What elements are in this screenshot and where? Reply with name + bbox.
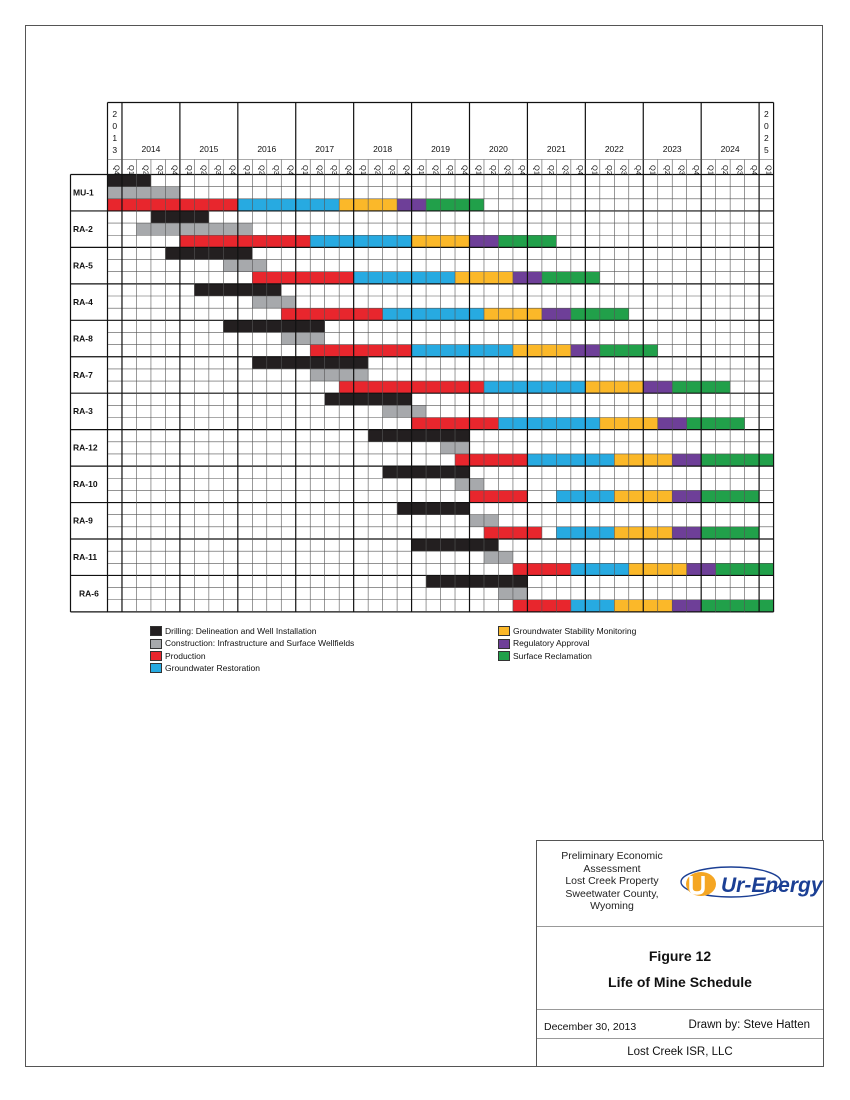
drawing-date: December 30, 2013 (544, 1021, 637, 1033)
quarter-label: Q2 (431, 164, 441, 176)
quarter-label: Q4 (518, 164, 528, 176)
unit-label: RA-4 (73, 296, 93, 307)
task-bar-production (180, 235, 310, 247)
task-bar-restoration (354, 272, 455, 284)
unit-label: RA-2 (73, 223, 93, 234)
quarter-label: Q3 (272, 164, 282, 176)
quarter-label: Q2 (315, 164, 325, 176)
legend-label: Production (165, 650, 206, 661)
legend-label: Groundwater Restoration (165, 663, 260, 674)
task-bar-construction (108, 187, 180, 199)
title-block-header (537, 841, 823, 927)
quarter-label: Q1 (358, 164, 368, 176)
task-bar-restoration (498, 418, 599, 430)
task-bar-construction (281, 332, 324, 344)
title-block (536, 840, 824, 1067)
quarter-label: Q1 (300, 164, 310, 176)
task-bar-restoration (484, 381, 585, 393)
quarter-label: Q2 (720, 164, 730, 176)
quarter-label: Q2 (547, 164, 557, 176)
drawn-by: Drawn by: Steve Hatten (688, 1019, 810, 1031)
unit-label: RA-5 (73, 260, 93, 271)
year-digit: 0 (763, 121, 769, 131)
task-bar-drilling (397, 503, 469, 515)
task-bar-restoration (310, 235, 411, 247)
quarter-label: Q1 (764, 164, 774, 176)
year-digit: 3 (112, 145, 118, 155)
quarter-label: Q3 (503, 164, 513, 176)
year-digit: 2 (763, 133, 769, 143)
legend-label: Regulatory Approval (513, 638, 590, 649)
figure-subtitle: Life of Mine Schedule (608, 974, 752, 990)
quarter-label: Q3 (561, 164, 571, 176)
quarter-label: Q4 (112, 164, 122, 176)
unit-label: RA-9 (73, 515, 93, 526)
unit-label: RA-11 (73, 552, 98, 562)
task-bar-drilling (223, 320, 324, 332)
quarter-label: Q4 (402, 164, 412, 176)
task-bar-production (108, 199, 238, 211)
quarter-label: Q2 (141, 164, 151, 176)
project-description (543, 850, 681, 913)
task-bar-drilling (426, 575, 527, 587)
task-bar-restoration (412, 345, 513, 357)
quarter-label: Q2 (257, 164, 267, 176)
year-label: 2019 (431, 144, 451, 154)
quarter-label: Q1 (416, 164, 426, 176)
quarter-label: Q4 (576, 164, 586, 176)
year-label: 2018 (373, 144, 393, 154)
quarter-label: Q4 (691, 164, 701, 176)
task-bar-reclamation (701, 454, 773, 466)
legend-label: Surface Reclamation (513, 650, 592, 661)
quarter-label: Q4 (228, 164, 238, 176)
quarter-label: Q4 (344, 164, 354, 176)
description-line: Lost Creek Property (565, 875, 659, 887)
legend-swatch (498, 651, 510, 661)
legend-item-stability (498, 625, 636, 637)
year-label: 2021 (546, 144, 566, 154)
company-name: Lost Creek ISR, LLC (627, 1046, 733, 1058)
unit-label: RA-6 (79, 588, 99, 599)
quarter-label: Q3 (156, 164, 166, 176)
task-bar-construction (223, 260, 266, 272)
task-bar-drilling (368, 430, 469, 442)
quarter-label: Q2 (373, 164, 383, 176)
year-label: 2016 (257, 144, 277, 154)
legend-item-production (150, 650, 354, 662)
quarter-label: Q1 (185, 164, 195, 176)
legend-swatch (150, 626, 162, 636)
legend-item-drilling (150, 625, 354, 637)
quarter-label: Q2 (605, 164, 615, 176)
year-digit: 2 (763, 109, 769, 119)
legend-right (498, 625, 636, 662)
quarter-label: Q2 (199, 164, 209, 176)
unit-label: RA-8 (73, 333, 93, 344)
quarter-label: Q3 (445, 164, 455, 176)
quarter-label: Q3 (735, 164, 745, 176)
year-digit: 2 (112, 109, 118, 119)
figure-title: Figure 12 (648, 948, 712, 964)
legend-item-regulatory (498, 637, 636, 649)
year-digit: 5 (763, 145, 769, 155)
figure-heading (537, 926, 823, 1010)
legend-swatch (498, 626, 510, 636)
legend-swatch (150, 663, 162, 673)
legend-swatch (498, 639, 510, 649)
quarter-label: Q4 (286, 164, 296, 176)
quarter-label: Q1 (648, 164, 658, 176)
year-label: 2022 (604, 144, 624, 154)
legend-label: Construction: Infrastructure and Surface Wellfields (165, 638, 355, 649)
quarter-label: Q3 (329, 164, 339, 176)
year-digit: 1 (112, 133, 118, 143)
task-bar-construction (383, 405, 426, 417)
unit-label: RA-7 (73, 369, 93, 380)
quarter-label: Q2 (662, 164, 672, 176)
year-label: 2017 (315, 144, 335, 154)
year-label: 2014 (141, 144, 161, 154)
unit-label: MU-1 (73, 187, 94, 198)
ur-energy-logo (679, 863, 823, 903)
quarter-label: Q4 (460, 164, 470, 176)
year-label: 2024 (720, 144, 740, 154)
description-line: Sweetwater County, (565, 887, 659, 900)
legend-item-restoration (150, 662, 354, 674)
task-bar-restoration (238, 199, 339, 211)
quarter-label: Q3 (677, 164, 687, 176)
logo-text: Ur-Energy (721, 874, 823, 897)
year-label: 2020 (488, 144, 508, 154)
unit-label: RA-10 (73, 479, 98, 490)
year-label: 2015 (199, 144, 219, 154)
quarter-label: Q4 (749, 164, 759, 176)
quarter-label: Q1 (532, 164, 542, 176)
legend-label: Groundwater Stability Monitoring (513, 626, 637, 636)
quarter-label: Q4 (634, 164, 644, 176)
year-label: 2023 (662, 144, 682, 154)
task-bar-production (252, 272, 353, 284)
legend-swatch (150, 639, 162, 649)
quarter-label: Q1 (474, 164, 484, 176)
legend-item-reclamation (498, 650, 636, 662)
quarter-label: Q1 (590, 164, 600, 176)
description-line: Preliminary Economic (561, 850, 663, 862)
quarter-label: Q1 (243, 164, 253, 176)
legend-swatch (150, 651, 162, 661)
task-bar-reclamation (701, 600, 773, 612)
quarter-label: Q3 (387, 164, 397, 176)
quarter-label: Q1 (706, 164, 716, 176)
legend-left (150, 625, 354, 675)
unit-label: RA-3 (73, 406, 93, 417)
task-bar-construction (252, 296, 295, 308)
task-bar-restoration (571, 600, 614, 612)
quarter-label: Q2 (489, 164, 499, 176)
unit-label: RA-12 (73, 442, 98, 453)
legend-item-construction (150, 637, 354, 649)
quarter-label: Q4 (170, 164, 180, 176)
task-bar-production (310, 345, 411, 357)
year-digit: 0 (112, 121, 118, 131)
task-bar-restoration (383, 308, 484, 320)
task-bar-production (281, 308, 382, 320)
task-bar-drilling (108, 175, 151, 187)
legend-label: Drilling: Delineation and Well Installation (165, 626, 317, 636)
quarter-label: Q3 (619, 164, 629, 176)
drawing-meta (537, 1009, 823, 1039)
description-line: Wyoming (590, 900, 634, 912)
description-line: Assessment (583, 862, 641, 875)
task-bar-production (455, 454, 527, 466)
quarter-label: Q1 (127, 164, 137, 176)
quarter-label: Q3 (214, 164, 224, 176)
